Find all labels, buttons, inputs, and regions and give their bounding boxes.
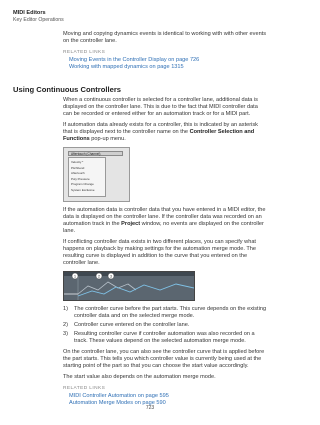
upper-content [63,31,268,71]
controller-menu-screenshot [63,147,130,202]
intro-paragraph: Moving and copying dynamics events is identical to working with with other events on the controller lane. [63,31,267,44]
menu-item: Aftertouch [71,171,85,176]
related-links-label: RELATED LINKS [63,50,106,55]
main-content [63,97,268,407]
menu-item: Velocity * [71,160,84,164]
callout-2 [96,273,102,279]
menu-item: Pitchbend [71,165,85,170]
section-subtitle: Key Editor Operations [13,17,64,23]
list-text: Resulting controller curve if controller automation was also recorded on a track. These values depend on the selected automation merge mode. [74,331,255,344]
related-links-label: RELATED LINKS [63,386,106,391]
controller-lane-screenshot [63,271,195,301]
controller-menu-list [68,157,106,197]
list-number: 2) [63,322,68,328]
paragraph: When a continuous controller is selected for a controller lane, additional data is displayed on the controller lane. This is due to the fact that MIDI controller data can be recorded or entered either for an automation track or for a MIDI part. [63,97,258,117]
list-text: Controller curve entered on the controller lane. [74,322,190,328]
list-number: 1) [63,306,68,312]
related-link[interactable]: MIDI Controller Automation on page 595 [69,393,169,399]
section-heading: Using Continuous Controllers [13,85,121,94]
chapter-title: MIDI Editors [13,10,46,16]
controller-dropdown: Aftertouch (Channel) [68,151,123,156]
ui-term: Project [121,221,141,227]
related-link[interactable]: Moving Events in the Controller Display on page 726 [69,57,200,63]
running-header [13,10,64,24]
list-number: 3) [63,331,68,337]
svg-text:2: 2 [98,274,100,279]
menu-item: System Exclusive [71,187,95,192]
callout-1 [72,273,78,279]
paragraph: On the controller lane, you can also see the controller curve that is applied before the part starts. This tells you which controller value is currently being used at the starting point of the part so that you can choose the start value accordingly. [63,349,265,369]
svg-text:3: 3 [110,274,112,279]
related-link[interactable]: Working with mapped dynamics on page 1315 [69,64,184,70]
list-text: The controller curve before the part starts. This curve depends on the existing controller data and on the selected merge mode. [74,306,267,319]
controller-lane-graphic [64,272,194,300]
list-item [63,322,268,329]
paragraph: If conflicting controller data exists in two different places, you can specify what happens on playback by making settings for the automation merge mode. The resulting curve is displayed in addition to the curve that you entered on the controller lane. [63,239,256,266]
svg-text:1: 1 [74,274,76,279]
paragraph: The start value also depends on the automation merge mode. [63,374,216,380]
related-link[interactable]: Automation Merge Modes on page 590 [69,400,166,406]
page-number: 723 [145,405,155,411]
paragraph: If automation data already exists for a controller, this is indicated by an asterisk that is displayed next to the controller name on the Controller Selection and Functions pop-up menu. [63,122,258,142]
paragraph: If the automation data is controller data that you have entered in a MIDI editor, the data is displayed on the controller lane. If the controller data was recorded on an automation track in the Project window, no events are displayed on the controller lane. [63,207,266,234]
list-item [63,306,268,320]
list-item [63,331,268,345]
callout-3 [108,273,114,279]
menu-item: Program Change [71,182,94,187]
numbered-list [63,306,268,345]
lane-ruler [64,272,194,279]
menu-item: Poly Pressure [71,176,90,181]
ui-term: Controller Selection and Functions [63,129,255,142]
